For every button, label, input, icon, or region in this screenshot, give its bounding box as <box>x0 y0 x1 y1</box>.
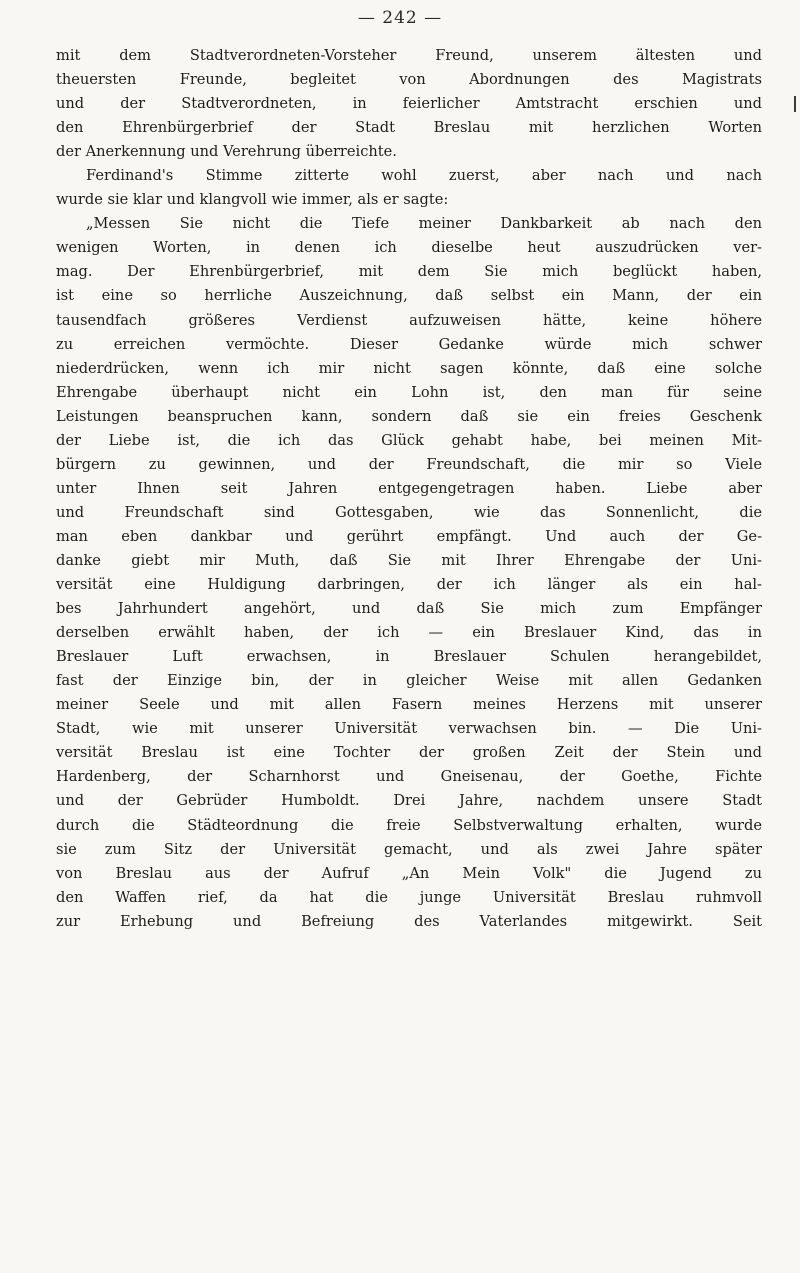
text-line: zu erreichen vermöchte. Dieser Gedanke würde mich schwer <box>56 335 762 353</box>
text-line: bes Jahrhundert angehört, und daß Sie mich zum Empfänger <box>56 600 762 618</box>
text-line: Ehrengabe überhaupt nicht ein Lohn ist, den man für seine <box>56 383 762 401</box>
text-line: der Liebe ist, die ich das Glück gehabt habe, bei meinen Mit- <box>56 431 762 449</box>
text-line: Leistungen beanspruchen kann, sondern daß sie ein freies Geschenk <box>56 407 762 425</box>
text-line: Breslauer Luft erwachsen, in Breslauer Schulen herangebildet, <box>56 648 762 666</box>
text-line: versität eine Huldigung darbringen, der ich länger als ein hal- <box>56 576 762 594</box>
text-line: Ferdinand's Stimme zitterte wohl zuerst, aber nach und nach <box>86 167 762 185</box>
text-line: derselben erwählt haben, der ich — ein Breslauer Kind, das in <box>56 624 762 642</box>
text-line: Stadt, wie mit unserer Universität verwachsen bin. — Die Uni- <box>56 720 762 738</box>
page-number: — 242 — <box>357 8 443 28</box>
text-line: den Waffen rief, da hat die junge Universität Breslau ruhmvoll <box>56 888 762 906</box>
text-line: bürgern zu gewinnen, und der Freundschaft, die mir so Viele <box>56 455 762 473</box>
text-line: den Ehrenbürgerbrief der Stadt Breslau mit herzlichen Worten <box>56 119 762 137</box>
text-line: versität Breslau ist eine Tochter der großen Zeit der Stein und <box>56 744 762 762</box>
text-line: meiner Seele und mit allen Fasern meines Herzens mit unserer <box>56 696 762 714</box>
text-line: der Anerkennung und Verehrung überreichte. <box>56 143 397 161</box>
text-line: durch die Städteordnung die freie Selbstverwaltung erhalten, wurde <box>56 816 762 834</box>
text-line: mag. Der Ehrenbürgerbrief, mit dem Sie mich beglückt haben, <box>56 263 762 281</box>
text-line: wurde sie klar und klangvoll wie immer, als er sagte: <box>56 191 449 209</box>
text-line: danke giebt mir Muth, daß Sie mit Ihrer Ehrengabe der Uni- <box>56 551 762 569</box>
text-line: fast der Einzige bin, der in gleicher Weise mit allen Gedanken <box>56 672 762 690</box>
text-line: und Freundschaft sind Gottesgaben, wie das Sonnenlicht, die <box>56 503 762 521</box>
text-line: „Messen Sie nicht die Tiefe meiner Dankbarkeit ab nach den <box>86 215 762 233</box>
text-line: und der Gebrüder Humboldt. Drei Jahre, nachdem unsere Stadt <box>56 792 762 810</box>
text-line: Hardenberg, der Scharnhorst und Gneisenau, der Goethe, Fichte <box>56 768 762 786</box>
text-line: mit dem Stadtverordneten-Vorsteher Freund, unserem ältesten und <box>56 47 762 64</box>
text-line: man eben dankbar und gerührt empfängt. Und auch der Ge- <box>56 527 762 545</box>
margin-mark <box>794 96 796 112</box>
text-line: tausendfach größeres Verdienst aufzuweisen hätte, keine höhere <box>56 311 762 329</box>
text-line: niederdrücken, wenn ich mir nicht sagen könnte, daß eine solche <box>56 359 762 377</box>
text-line: zur Erhebung und Befreiung des Vaterlandes mitgewirkt. Seit <box>56 912 762 930</box>
text-line: ist eine so herrliche Auszeichnung, daß selbst ein Mann, der ein <box>56 287 762 305</box>
text-line: theuersten Freunde, begleitet von Abordnungen des Magistrats <box>56 71 762 89</box>
text-line: unter Ihnen seit Jahren entgegengetragen haben. Liebe aber <box>56 479 762 497</box>
text-line: und der Stadtverordneten, in feierlicher Amtstracht erschien und <box>56 95 762 113</box>
text-line: von Breslau aus der Aufruf „An Mein Volk" die Jugend zu <box>56 864 762 882</box>
text-line: sie zum Sitz der Universität gemacht, und als zwei Jahre später <box>56 840 762 858</box>
body-text <box>56 44 762 934</box>
text-line: wenigen Worten, in denen ich dieselbe heut auszudrücken ver- <box>56 239 762 257</box>
